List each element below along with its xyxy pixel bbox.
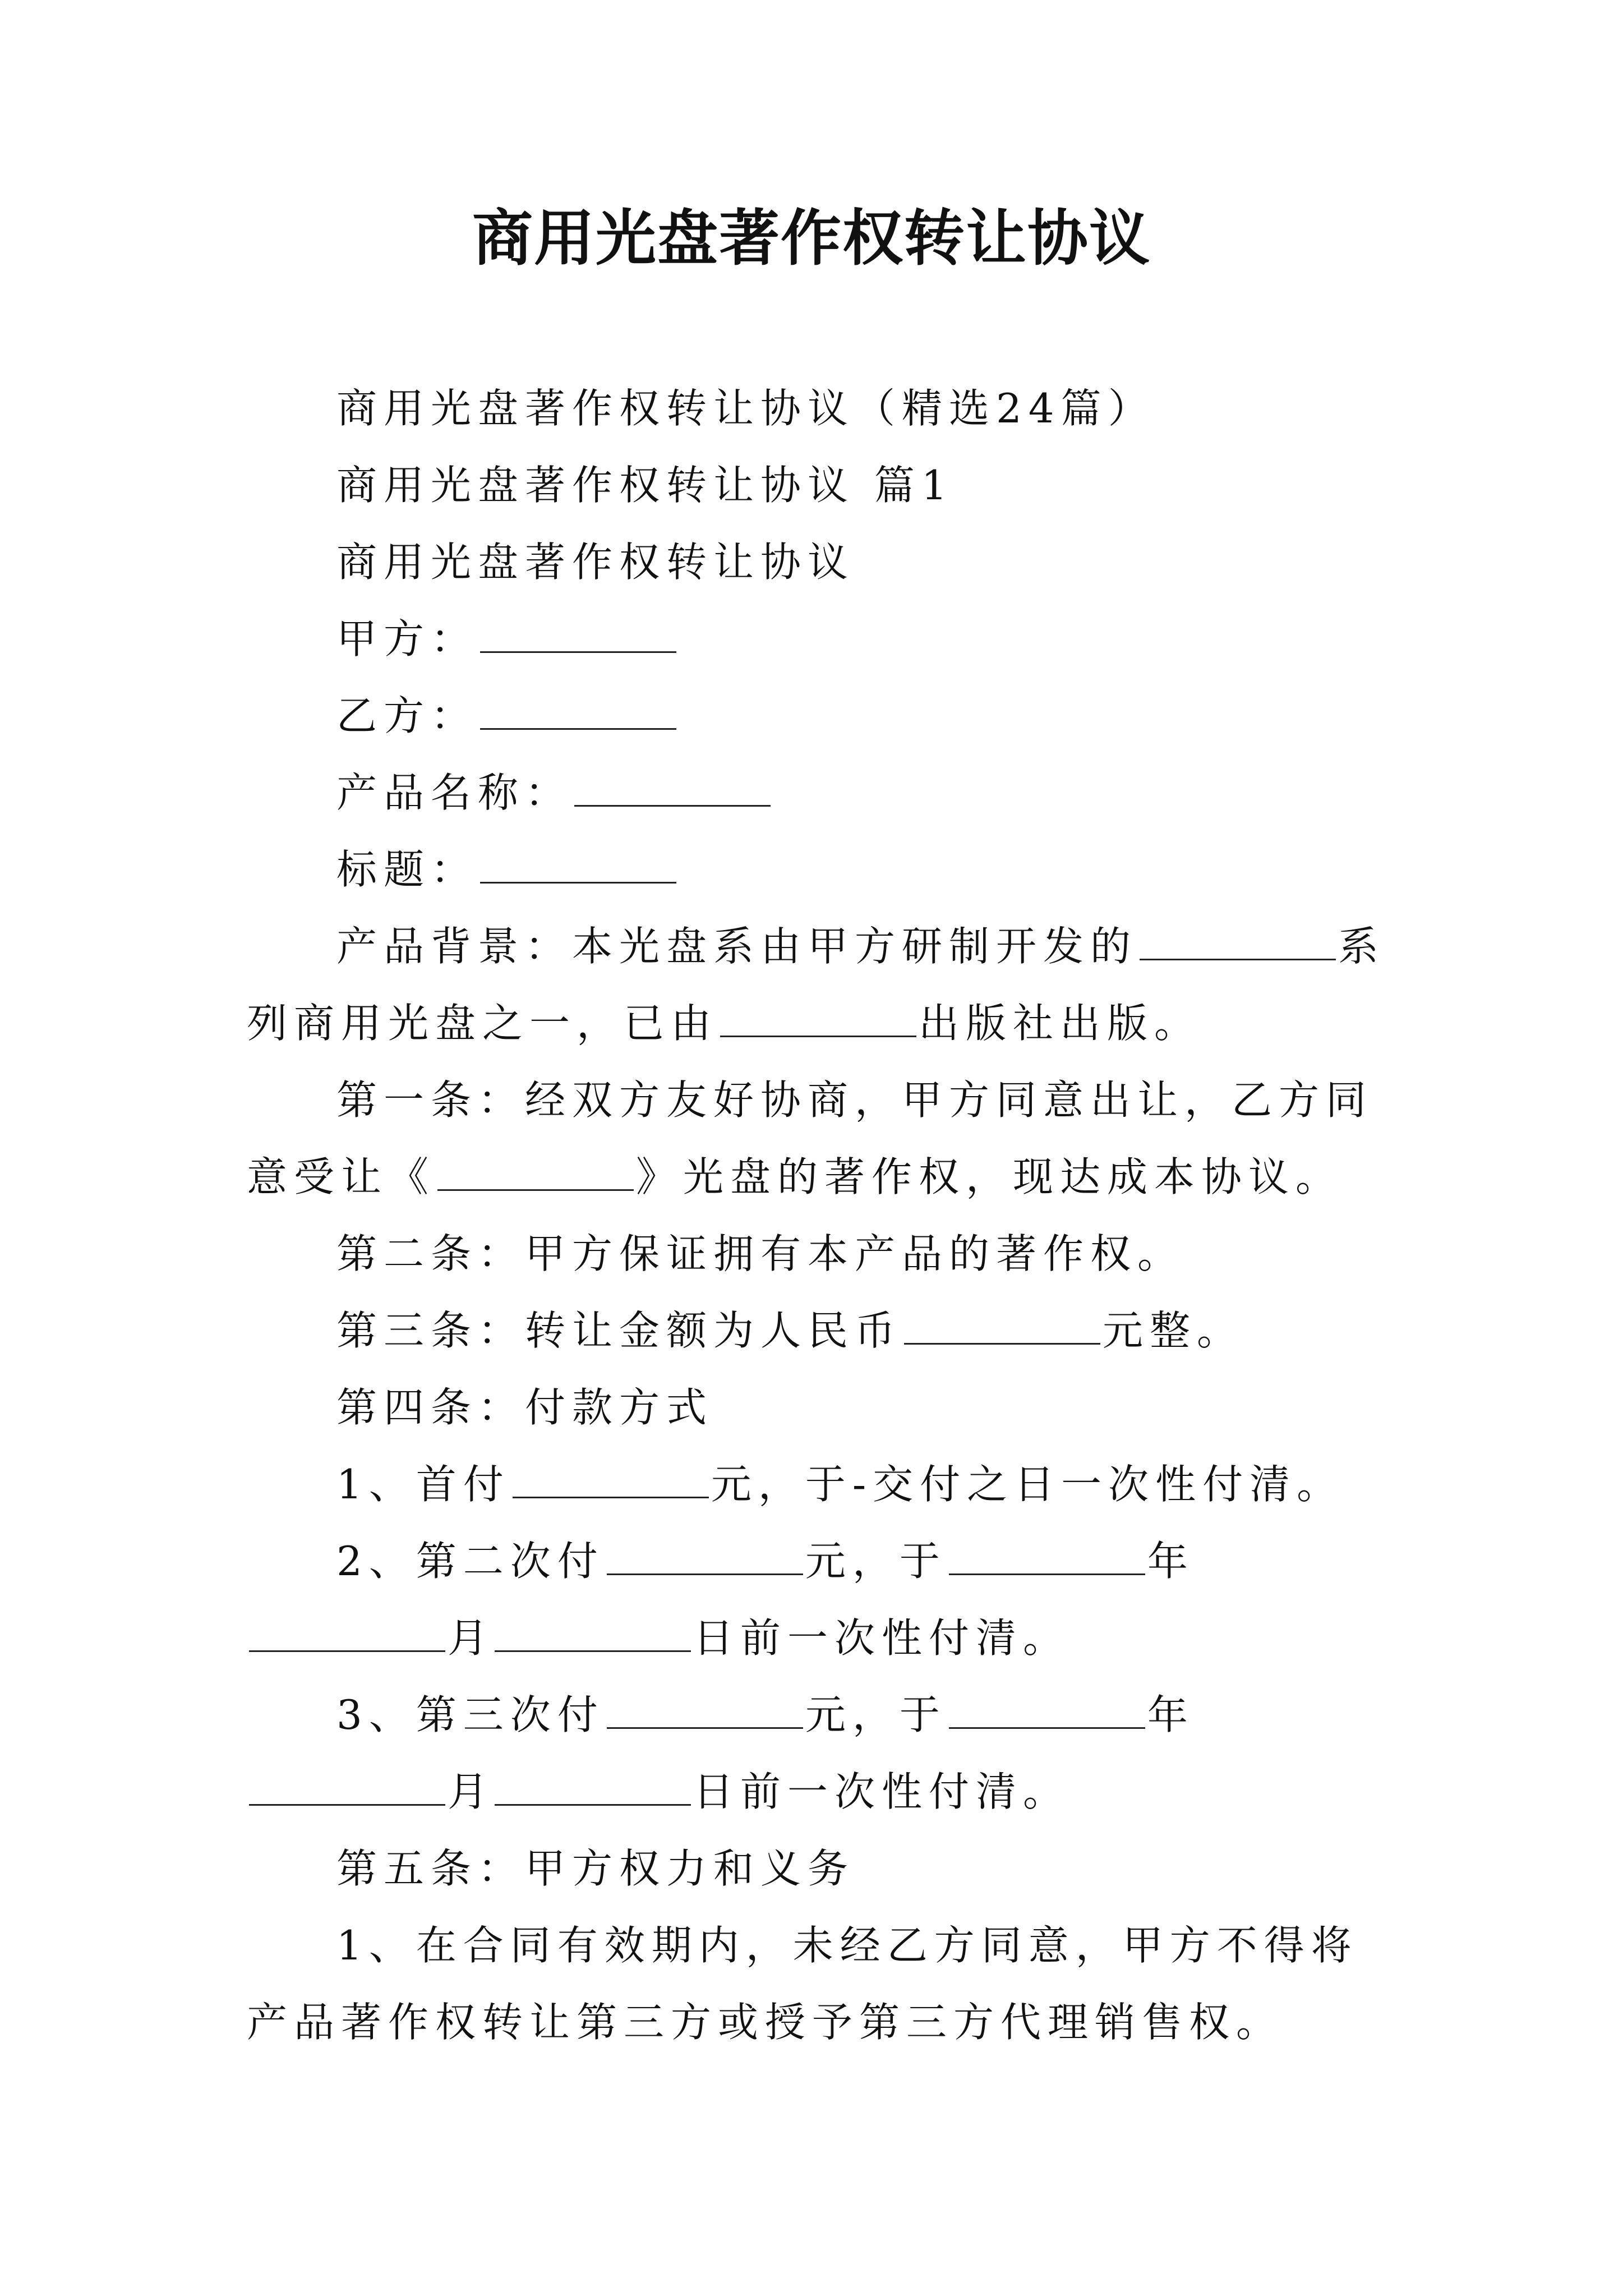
paragraph-article-5-item-1 [247, 1907, 1391, 2061]
disc-title-blank[interactable] [437, 1156, 634, 1191]
paragraph-text: 商用光盘著作权转让协议（精选24篇） [336, 385, 1155, 432]
paragraph-article-4 [247, 1369, 1391, 1446]
paragraph-text: 3、第三次付 [336, 1691, 605, 1738]
third-payment-month-blank[interactable] [249, 1770, 445, 1806]
paragraph-text: 第一条：经双方友好协商，甲方同意出让，乙方同意受让《 [247, 1076, 1373, 1200]
paragraph-article-2 [247, 1216, 1391, 1292]
document-title: 商用光盘著作权转让协议 [472, 203, 1151, 274]
paragraph-text: 系列商用光盘之一，已由 [247, 923, 1386, 1047]
paragraph-section-heading [247, 447, 1391, 524]
document-body [247, 370, 1391, 2061]
publisher-blank[interactable] [720, 1002, 916, 1037]
paragraph-text: 出版社出版。 [919, 1000, 1202, 1047]
product-name-blank[interactable] [574, 771, 771, 807]
paragraph-text: 1、在合同有效期内，未经乙方同意，甲方不得将产品著作权转让第三方或授予第三方代理销售权。 [247, 1922, 1358, 2046]
paragraph-text: 第三条：转让金额为人民币 [336, 1307, 902, 1354]
party-b-blank[interactable] [480, 694, 676, 730]
heading-blank[interactable] [480, 848, 676, 884]
paragraph-text: 产品背景：本光盘系由甲方研制开发的 [336, 923, 1138, 970]
series-blank[interactable] [1140, 925, 1336, 960]
paragraph-party-a [247, 601, 1391, 678]
paragraph-text: 1、首付 [336, 1461, 510, 1508]
paragraph-party-b [247, 678, 1391, 754]
paragraph-payment-3 [247, 1677, 1391, 1830]
paragraph-subtitle [247, 370, 1391, 447]
paragraph-text: 月 [448, 1768, 495, 1815]
paragraph-product-background [247, 908, 1391, 1062]
second-payment-day-blank[interactable] [495, 1617, 691, 1652]
second-payment-month-blank[interactable] [249, 1617, 445, 1652]
paragraph-text: 第四条：付款方式 [336, 1384, 714, 1431]
paragraph-text: 年 [1147, 1538, 1195, 1585]
second-payment-year-blank[interactable] [949, 1540, 1145, 1575]
paragraph-payment-2 [247, 1523, 1391, 1677]
paragraph-agreement-name [247, 524, 1391, 601]
field-label: 甲方： [336, 615, 478, 662]
paragraph-article-1 [247, 1062, 1391, 1216]
field-label: 产品名称： [336, 769, 573, 816]
field-label: 标题： [336, 846, 478, 893]
paragraph-text: 2、第二次付 [336, 1538, 605, 1585]
paragraph-text: 第五条：甲方权力和义务 [336, 1845, 855, 1892]
amount-blank[interactable] [904, 1309, 1100, 1345]
third-payment-amount-blank[interactable] [607, 1694, 803, 1729]
paragraph-text: 元整。 [1103, 1307, 1244, 1354]
paragraph-heading-field [247, 831, 1391, 908]
paragraph-text: 元，于 [805, 1691, 947, 1738]
paragraph-article-5 [247, 1830, 1391, 1907]
paragraph-text: 元，于 [805, 1538, 947, 1585]
second-payment-amount-blank[interactable] [607, 1540, 803, 1575]
paragraph-text: 第二条：甲方保证拥有本产品的著作权。 [336, 1230, 1185, 1277]
paragraph-text: 年 [1147, 1691, 1195, 1738]
first-payment-blank[interactable] [513, 1463, 709, 1498]
paragraph-text: 元，于-交付之日一次性付清。 [711, 1461, 1344, 1508]
paragraph-text: 》光盘的著作权，现达成本协议。 [636, 1153, 1343, 1200]
paragraph-article-3 [247, 1292, 1391, 1369]
paragraph-text: 商用光盘著作权转让协议 [336, 539, 855, 586]
paragraph-product-name [247, 754, 1391, 831]
party-a-blank[interactable] [480, 618, 676, 653]
paragraph-text: 日前一次性付清。 [693, 1614, 1071, 1662]
paragraph-text: 月 [448, 1614, 495, 1662]
paragraph-text: 日前一次性付清。 [693, 1768, 1071, 1815]
third-payment-year-blank[interactable] [949, 1694, 1145, 1729]
field-label: 乙方： [336, 692, 478, 739]
paragraph-payment-1 [247, 1446, 1391, 1523]
third-payment-day-blank[interactable] [495, 1770, 691, 1806]
paragraph-text: 商用光盘著作权转让协议 篇1 [336, 462, 954, 509]
